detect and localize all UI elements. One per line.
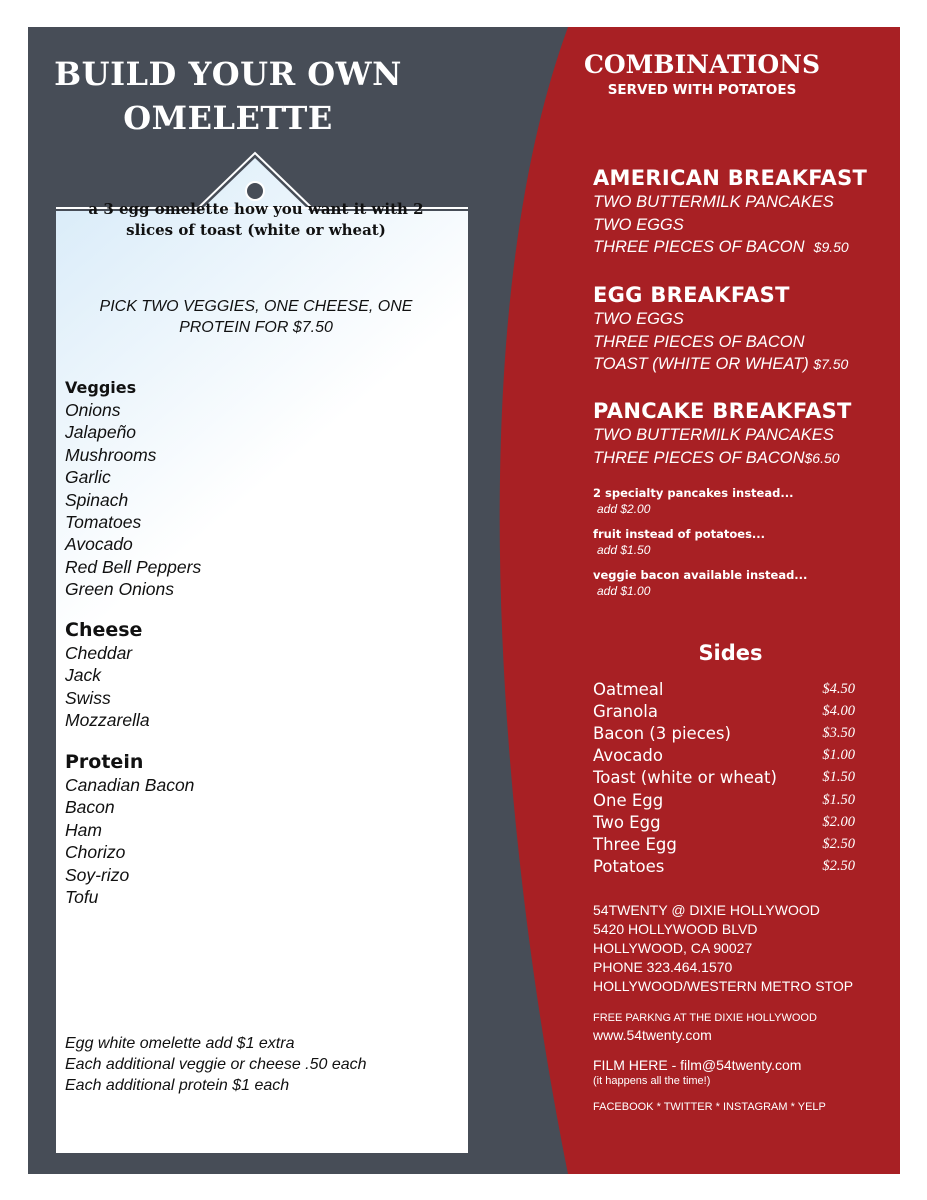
combo-price: $7.50 (813, 356, 849, 372)
veggie-item: Green Onions (65, 579, 174, 600)
website-link[interactable]: www.54twenty.com (593, 1027, 712, 1043)
side-price: $4.50 (822, 680, 855, 697)
veggies-group (65, 377, 201, 601)
side-price: $1.00 (822, 747, 855, 764)
protein-group (65, 750, 194, 908)
omelette-title-line1: BUILD YOUR OWN (54, 55, 402, 93)
addon-text: fruit instead of potatoes... (593, 527, 766, 541)
protein-item: Canadian Bacon (65, 775, 195, 795)
footnote: Egg white omelette add $1 extra (65, 1035, 295, 1052)
combo-line-with-price (593, 353, 848, 376)
side-price: $2.50 (822, 858, 855, 875)
side-price: $4.00 (822, 702, 855, 719)
side-name: Two Egg (593, 812, 661, 832)
intro-line1: a 3 egg omelette how you want it with 2 (88, 200, 424, 218)
veggie-item: Avocado (65, 534, 133, 555)
veggie-item: Garlic (65, 467, 111, 488)
side-row (593, 856, 855, 878)
combo-pancake-breakfast (593, 398, 852, 469)
cheese-heading: Cheese (65, 619, 143, 641)
address-line: HOLLYWOOD, CA 90027 (593, 940, 753, 956)
protein-item: Tofu (65, 887, 99, 908)
combo-price: $9.50 (813, 239, 849, 255)
protein-item: Bacon (65, 797, 115, 818)
protein-item: Ham (65, 819, 102, 840)
side-name: Bacon (3 pieces) (593, 723, 731, 743)
omelette-pick-offer (56, 296, 456, 338)
omelette-intro (56, 199, 456, 241)
veggie-item: Tomatoes (65, 512, 142, 533)
cheese-item: Jack (65, 665, 101, 686)
combo-line: TWO EGGS (593, 215, 684, 234)
protein-item: Chorizo (65, 842, 126, 863)
cheese-item: Cheddar (65, 643, 133, 663)
addon-price: add $1.00 (597, 584, 651, 598)
address-line: 54TWENTY @ DIXIE HOLLYWOOD (593, 902, 820, 918)
footnote: Each additional veggie or cheese .50 each (65, 1056, 367, 1073)
combo-name: AMERICAN BREAKFAST (593, 166, 868, 190)
combo-line: THREE PIECES OF BACON (593, 238, 805, 256)
social-links[interactable]: FACEBOOK * TWITTER * INSTAGRAM * YELP (593, 1101, 826, 1113)
side-row (593, 745, 855, 767)
side-row (593, 811, 855, 833)
side-row (593, 700, 855, 722)
combo-name: EGG BREAKFAST (593, 283, 790, 307)
cheese-group (65, 618, 150, 732)
combo-american-breakfast (593, 165, 867, 259)
combo-line: TWO BUTTERMILK PANCAKES (593, 426, 834, 444)
combo-egg-breakfast (593, 282, 848, 376)
side-row (593, 833, 855, 855)
protein-item: Soy-rizo (65, 864, 130, 885)
addon-price: add $2.00 (597, 502, 651, 516)
combo-line: THREE PIECES OF BACON (593, 332, 805, 351)
side-name: Three Egg (593, 834, 677, 854)
side-row (593, 678, 855, 700)
addon-price: add $1.50 (597, 543, 651, 557)
addon-text: 2 specialty pancakes instead... (593, 486, 794, 500)
side-name: Toast (white or wheat) (593, 768, 777, 788)
film-contact[interactable]: FILM HERE - film@54twenty.com (593, 1057, 802, 1073)
combo-line-with-price (593, 447, 852, 470)
omelette-title-line2: OMELETTE (123, 99, 333, 137)
side-price: $2.50 (822, 835, 855, 852)
combo-line: TWO EGGS (593, 310, 684, 328)
footnote: Each additional protein $1 each (65, 1077, 290, 1094)
side-name: Oatmeal (593, 679, 664, 699)
omelette-footnotes (65, 1033, 367, 1096)
side-price: $3.50 (822, 724, 855, 741)
pick-line2: PROTEIN FOR $7.50 (179, 319, 333, 336)
omelette-title (28, 52, 428, 140)
side-name: Granola (593, 701, 658, 721)
combo-line: TWO BUTTERMILK PANCAKES (593, 193, 834, 211)
sides-title: Sides (698, 641, 763, 665)
combinations-title: COMBINATIONS (583, 50, 821, 79)
combo-addons (593, 486, 807, 609)
side-name: Potatoes (593, 857, 665, 877)
protein-heading: Protein (65, 751, 144, 773)
cheese-item: Mozzarella (65, 710, 150, 731)
veggie-item: Onions (65, 400, 121, 420)
combo-price: $6.50 (804, 449, 840, 466)
combo-line: THREE PIECES OF BACON (593, 448, 805, 467)
addon-item (593, 568, 807, 599)
side-name: Avocado (593, 746, 663, 766)
addon-item (593, 486, 807, 517)
address-line: 5420 HOLLYWOOD BLVD (593, 921, 758, 937)
sides-list (593, 678, 855, 878)
veggie-item: Red Bell Peppers (65, 556, 202, 577)
combinations-subtitle: SERVED WITH POTATOES (607, 82, 797, 98)
veggies-heading: Veggies (65, 378, 137, 397)
side-price: $1.50 (822, 769, 855, 786)
side-name: One Egg (593, 790, 664, 810)
veggie-item: Spinach (65, 489, 129, 510)
pick-line1: PICK TWO VEGGIES, ONE CHEESE, ONE (99, 298, 413, 315)
addon-item (593, 527, 807, 558)
combo-name: PANCAKE BREAKFAST (593, 399, 852, 423)
cheese-item: Swiss (65, 687, 111, 708)
film-note: (it happens all the time!) (593, 1075, 711, 1087)
combo-line: TOAST (WHITE OR WHEAT) (593, 355, 809, 373)
side-price: $2.00 (822, 813, 855, 830)
side-row (593, 789, 855, 811)
side-row (593, 767, 855, 789)
side-row (593, 722, 855, 744)
restaurant-address (593, 901, 853, 996)
phone-number: PHONE 323.464.1570 (593, 959, 733, 975)
metro-stop: HOLLYWOOD/WESTERN METRO STOP (593, 978, 854, 994)
combo-line-with-price (593, 236, 867, 259)
side-price: $1.50 (822, 791, 855, 808)
card-hole-icon (246, 182, 264, 200)
veggie-item: Mushrooms (65, 444, 157, 465)
intro-line2: slices of toast (white or wheat) (126, 221, 386, 239)
parking-note: FREE PARKNG AT THE DIXIE HOLLYWOOD (593, 1012, 817, 1024)
veggie-item: Jalapeño (65, 422, 137, 443)
addon-text: veggie bacon available instead... (593, 568, 808, 582)
